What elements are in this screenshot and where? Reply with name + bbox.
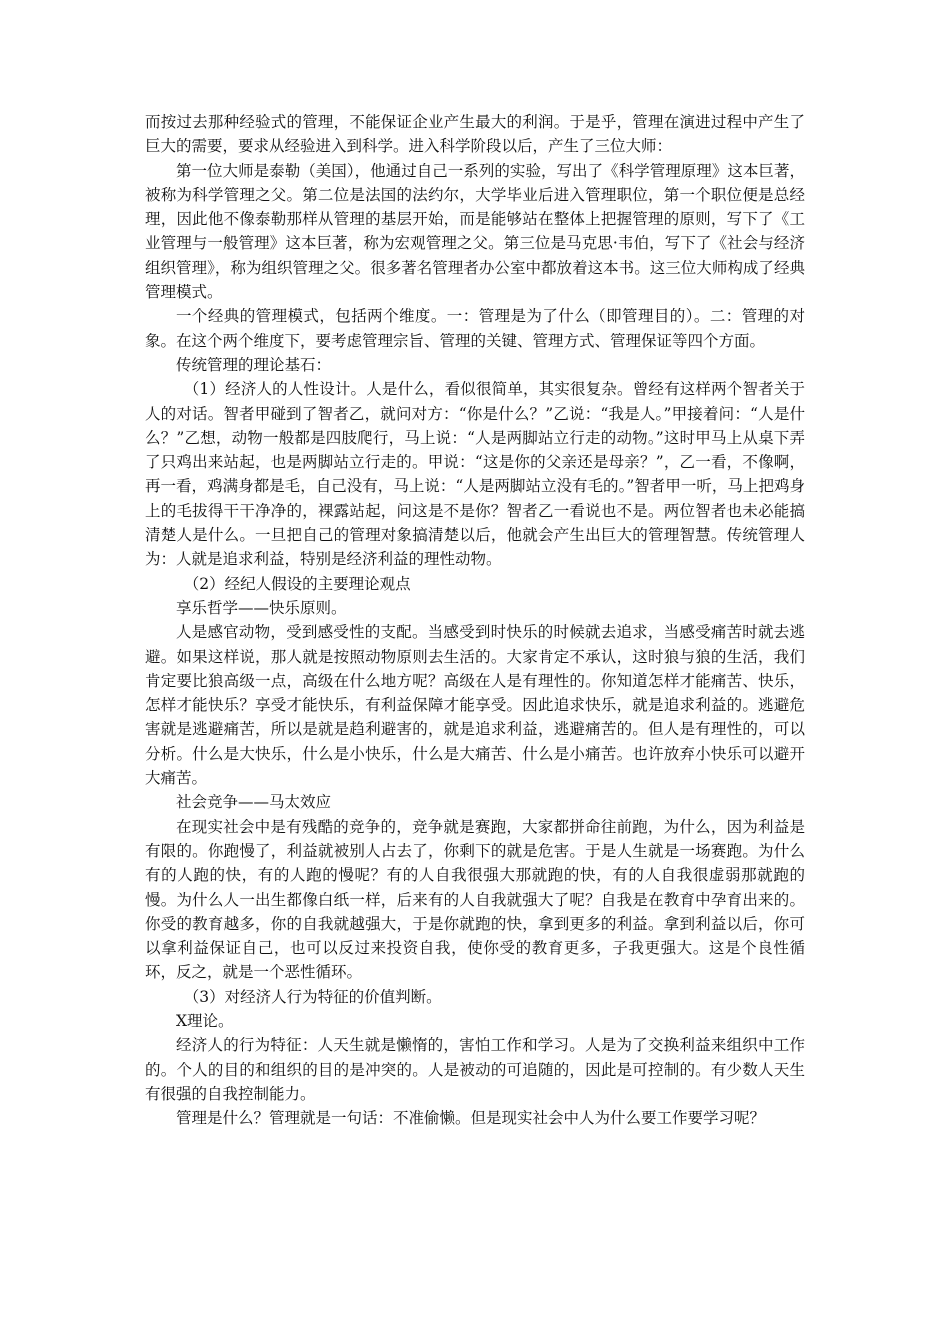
paragraph-intro: 而按过去那种经验式的管理，不能保证企业产生最大的利润。于是乎，管理在演进过程中产生了巨大的需要，要求从经验进入到科学。进入科学阶段以后，产生了三位大师： bbox=[145, 113, 805, 156]
paragraph-economic-man: （1）经济人的人性设计。人是什么，看似很简单，其实很复杂。曾经有这样两个智者关于人的对话。智者甲碰到了智者乙，就问对方：“你是什么？”乙说：“我是人。”甲接着问：“人是什么？”乙想，动物一般都是四肢爬行，马上说：“人是两脚站立行走的动物。”这时甲马上从桌下弄了只鸡出来站起，也是两脚站立行走的。甲说：“这是你的父亲还是母亲？”，乙一看，不像啊，再一看，鸡满身都是毛，自己没有，马上说：“人是两脚站立没有毛的。”智者甲一听，马上把鸡身上的毛拔得干干净净的，裸露站起，问这是不是你？智者乙一看说也不是。两位智者也未必能搞清楚人是什么。一旦把自己的管理对象搞清楚以后，他就会产生出巨大的管理智慧。传统管理人为：人就是追求利益，特别是经济利益的理性动物。 bbox=[145, 380, 805, 569]
paragraph-behavior-traits: 经济人的行为特征：人天生就是懒惰的，害怕工作和学习。人是为了交换利益来组织中工作的。个人的目的和组织的目的是冲突的。人是被动的可追随的，因此是可控制的。有少数人天生有很强的自我控制能力。 bbox=[145, 1036, 805, 1103]
paragraph-competition: 在现实社会中是有残酷的竞争的，竞争就是赛跑，大家都拼命往前跑，为什么，因为利益是有限的。你跑慢了，利益就被别人占去了，你剩下的就是危害。于是人生就是一场赛跑。为什么有的人跑的快，有的人跑的慢呢？有的人自我很强大那就跑的快，有的人自我很虚弱那就跑的慢。为什么人一出生都像白纸一样，后来有的人自我就强大了呢？自我是在教育中孕育出来的。你受的教育越多，你的自我就越强大，于是你就跑的快，拿到更多的利益。拿到利益以后，你可以拿利益保证自己，也可以反过来投资自我，使你受的教育更多，子我更强大。这是个良性循环，反之，就是一个恶性循环。 bbox=[145, 817, 805, 982]
paragraph-hedonism-heading: 享乐哲学——快乐原则。 bbox=[176, 598, 347, 617]
paragraph-theory-foundation-heading: 传统管理的理论基石： bbox=[176, 355, 332, 374]
paragraph-value-judgment-heading: （3）对经济人行为特征的价值判断。 bbox=[183, 987, 442, 1006]
paragraph-assumption-heading: （2）经纪人假设的主要理论观点 bbox=[183, 574, 411, 593]
paragraph-classic-model: 一个经典的管理模式，包括两个维度。一：管理是为了什么（即管理目的）。二：管理的对象。在这个两个维度下，要考虑管理宗旨、管理的关键、管理方式、管理保证等四个方面。 bbox=[145, 307, 805, 350]
paragraph-management-question: 管理是什么？管理就是一句话：不准偷懒。但是现实社会中人为什么要工作要学习呢？ bbox=[176, 1109, 766, 1128]
paragraph-competition-heading: 社会竞争——马太效应 bbox=[176, 793, 332, 812]
paragraph-three-masters: 第一位大师是泰勒（美国），他通过自己一系列的实验，写出了《科学管理原理》这本巨著，被称为科学管理之父。第二位是法国的法约尔，大学毕业后进入管理职位，第一个职位便是总经理，因此他不像泰勒那样从管理的基层开始，而是能够站在整体上把握管理的原则，写下了《工业管理与一般管理》这本巨著，称为宏观管理之父。第三位是马克思·韦伯，写下了《社会与经济组织管理》，称为组织管理之父。很多著名管理者办公室中都放着这本书。这三位大师构成了经典管理模式。 bbox=[145, 161, 805, 302]
document-body bbox=[145, 110, 805, 1130]
paragraph-hedonism: 人是感官动物，受到感受性的支配。当感受到时快乐的时候就去追求，当感受痛苦时就去逃避。如果这样说，那人就是按照动物原则去生活的。大家肯定不承认，这时狼与狼的生活，我们肯定要比狼高级一点，高级在什么地方呢？高级在人是有理性的。你知道怎样才能痛苦、快乐，怎样才能快乐？享受才能快乐，有利益保障才能享受。因此追求快乐，就是追求利益的。逃避危害就是逃避痛苦，所以是就是趋利避害的，就是追求利益，逃避痛苦的。但人是有理性的，可以分析。什么是大快乐，什么是小快乐，什么是大痛苦、什么是小痛苦。也许放弃小快乐可以避开大痛苦。 bbox=[145, 623, 805, 788]
paragraph-x-theory-heading: X理论。 bbox=[176, 1011, 234, 1030]
